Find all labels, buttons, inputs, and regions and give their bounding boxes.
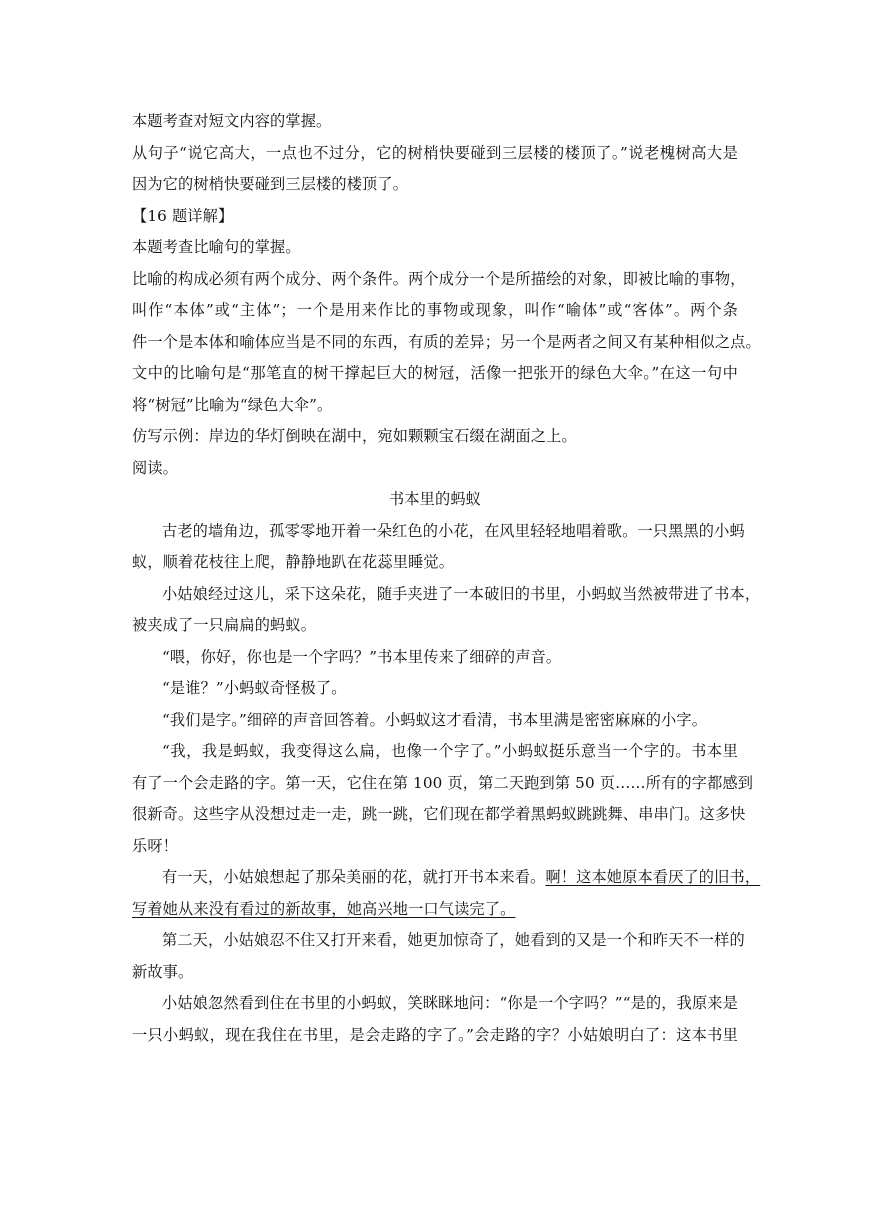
story-line: 小姑娘经过这儿，采下这朵花，随手夹进了一本破旧的书里，小蚂蚁当然被带进了书本， — [162, 584, 761, 603]
story-line: 一只小蚂蚁，现在我住在书里，是会走路的字了。”会走路的字？小姑娘明白了：这本书里 — [132, 1025, 738, 1044]
story-line: “喂，你好，你也是一个字吗？”书本里传来了细碎的声音。 — [162, 647, 562, 666]
story-line: 蚁，顺着花枝往上爬，静静地趴在花蕊里睡觉。 — [132, 553, 455, 571]
answer-line: 因为它的树梢快要碰到三层楼的楼顶了。 — [132, 175, 409, 193]
answer-line: 将“树冠”比喻为“绿色大伞”。 — [132, 395, 333, 414]
section-heading: 【16 题详解】 — [132, 206, 234, 225]
answer-line: 仿写示例：岸边的华灯倒映在湖中，宛如颗颗宝石缀在湖面之上。 — [132, 427, 577, 445]
answer-line: 件一个是本体和喻体应当是不同的东西，有质的差异；另一个是两者之间又有某种相似之点。 — [132, 332, 761, 351]
story-text: 有一天，小姑娘想起了那朵美丽的花，就打开书本来看。 — [162, 868, 546, 886]
answer-line: 叫作“本体”或“主体”；一个是用来作比的事物或现象，叫作“喻体”或“客体”。两个条 — [132, 301, 738, 319]
underlined-sentence: 写着她从来没有看过的新故事，她高兴地一口气读完了。 — [132, 899, 516, 918]
story-line — [132, 862, 761, 894]
story-line: 有了一个会走路的字。第一天，它住在第 100 页，第二天跑到第 50 页……所有的字都感到 — [132, 773, 754, 792]
story-line: 第二天，小姑娘忍不住又打开来看，她更加惊奇了，她看到的又是一个和昨天不一样的 — [162, 931, 745, 949]
document-page — [132, 106, 761, 1051]
story-line: 乐呀！ — [132, 836, 179, 855]
answer-line: 从句子“说它高大，一点也不过分，它的树梢快要碰到三层楼的楼顶了。”说老槐树高大是 — [132, 143, 738, 162]
story-line: “是谁？”小蚂蚁奇怪极了。 — [162, 679, 347, 697]
answer-line: 本题考查比喻句的掌握。 — [132, 238, 301, 256]
story-line: 古老的墙角边，孤零零地开着一朵红色的小花，在风里轻轻地唱着歌。一只黑黑的小蚂 — [162, 521, 745, 540]
story-line: 小姑娘忽然看到住在书里的小蚂蚁，笑眯眯地问：“你是一个字吗？”“是的，我原来是 — [162, 994, 738, 1012]
story-line: “我们是字。”细碎的声音回答着。小蚂蚁这才看清，书本里满是密密麻麻的小字。 — [162, 710, 708, 729]
answer-line: 本题考查对短文内容的掌握。 — [132, 112, 332, 130]
story-line — [132, 894, 738, 926]
answer-line: 文中的比喻句是“那笔直的树干撑起巨大的树冠，活像一把张开的绿色大伞。”在这一句中 — [132, 364, 738, 382]
reading-label: 阅读。 — [132, 458, 179, 477]
underlined-sentence: 啊！这本她原本看厌了的旧书， — [545, 868, 761, 886]
story-line: “我，我是蚂蚁，我变得这么扁，也像一个字了。”小蚂蚁挺乐意当一个字的。书本里 — [162, 742, 738, 760]
story-title: 书本里的蚂蚁 — [388, 490, 482, 508]
story-line: 被夹成了一只扁扁的蚂蚁。 — [132, 616, 317, 634]
story-line: 很新奇。这些字从没想过走一走，跳一跳，它们现在都学着黑蚂蚁跳跳舞、串串门。这多快 — [132, 805, 746, 823]
story-line: 新故事。 — [132, 962, 194, 981]
answer-line: 比喻的构成必须有两个成分、两个条件。两个成分一个是所描绘的对象，即被比喻的事物， — [132, 269, 746, 288]
